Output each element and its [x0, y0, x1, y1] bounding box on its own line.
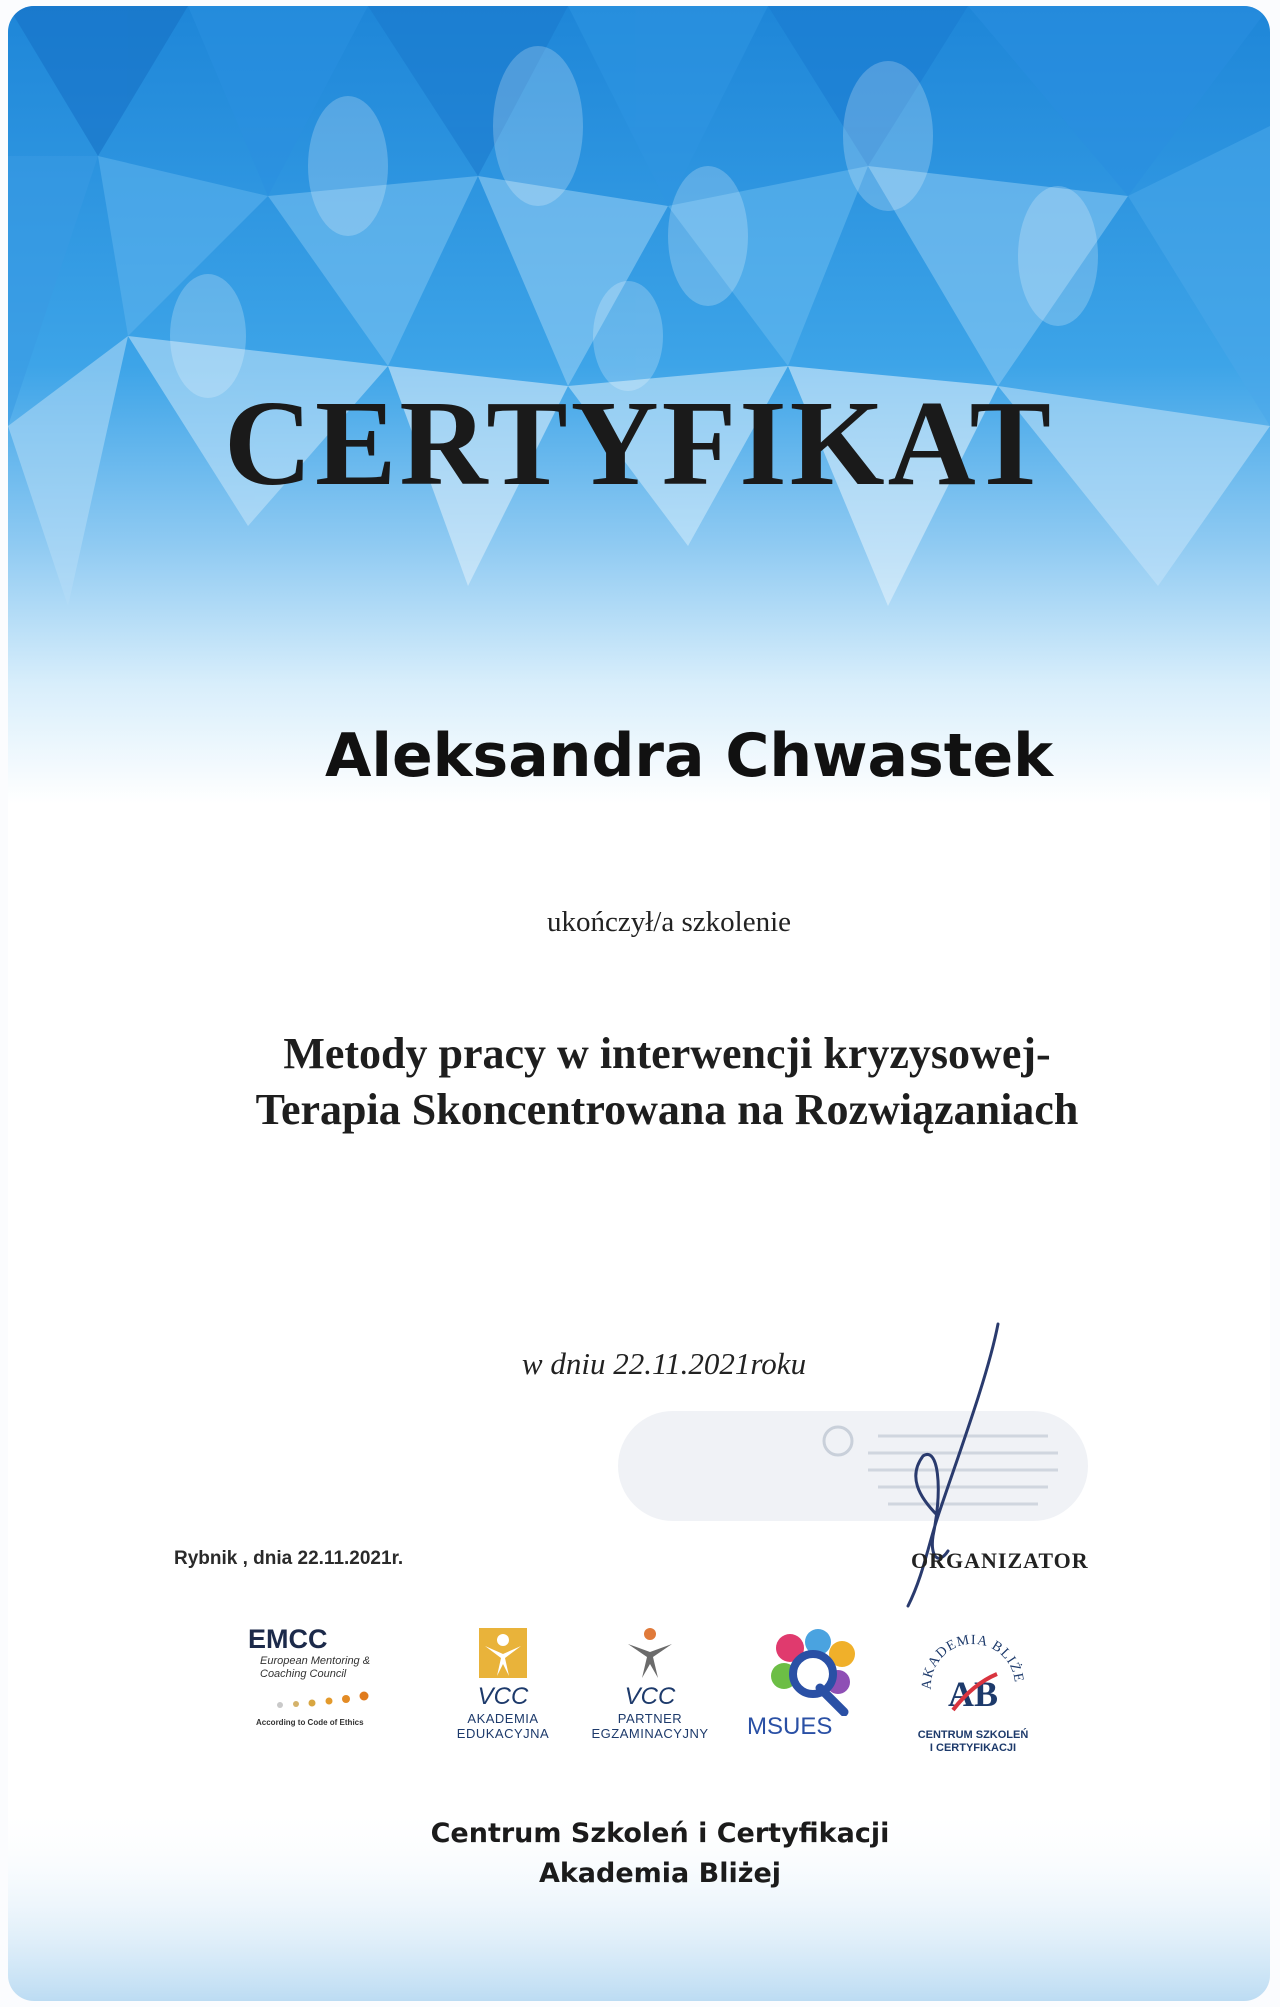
organizer-stamp: [578, 1391, 1118, 1536]
completion-date: w dniu 22.11.2021roku: [521, 1346, 807, 1381]
certificate-title: CERTYFIKAT: [223, 376, 1055, 511]
vcc-partner-line1: PARTNER: [617, 1711, 683, 1726]
vcc-partner-line2: EGZAMINACYJNY: [591, 1726, 709, 1741]
akademia-initials: AB: [947, 1674, 999, 1714]
vcc-academy-line2: EDUKACYJNA: [456, 1726, 550, 1741]
akademia-line2: I CERTYFIKACJI: [929, 1742, 1017, 1754]
organizer-label: ORGANIZATOR: [911, 1548, 1089, 1573]
vcc-partner-mark: VCC: [624, 1683, 676, 1710]
certificate-card: [8, 6, 1270, 2001]
msues-label: MSUES: [747, 1713, 833, 1740]
place-and-date: Rybnik , dnia 22.11.2021r.: [174, 1548, 404, 1569]
emcc-title: EMCC: [248, 1624, 328, 1654]
emcc-line1: European Mentoring &: [260, 1655, 371, 1667]
course-title: [8, 1026, 1270, 1138]
msues-flower-icon: [758, 1626, 868, 1716]
vcc-academy-line1: AKADEMIA: [467, 1711, 539, 1726]
akademia-ab-icon: [913, 1624, 1033, 1724]
vcc-figure-icon: [475, 1624, 531, 1682]
emcc-footer: According to Code of Ethics: [256, 1718, 364, 1727]
emcc-logo: [248, 1624, 418, 1727]
vcc-partner-figure-icon: [622, 1624, 678, 1682]
msues-logo: [743, 1626, 883, 1741]
issuer-footer: [8, 1814, 1270, 1894]
vcc-academy-logo: [443, 1624, 563, 1741]
akademia-arc-text: AKADEMIA BLIŻE: [919, 1632, 1027, 1690]
vcc-academy-mark: VCC: [477, 1683, 529, 1710]
recipient-name: Aleksandra Chwastek: [324, 721, 1054, 791]
course-title-line2: Terapia Skoncentrowana na Rozwiązaniach: [255, 1085, 1079, 1134]
course-title-line1: Metody pracy w interwencji kryzysowej-: [283, 1029, 1051, 1078]
akademia-blizej-logo: [903, 1624, 1043, 1755]
akademia-line1: CENTRUM SZKOLEŃ: [917, 1729, 1029, 1741]
emcc-line2: Coaching Council: [260, 1668, 347, 1680]
completed-text: ukończył/a szkolenie: [547, 906, 791, 938]
emcc-dots-icon: [274, 1689, 384, 1711]
vcc-partner-logo: [570, 1624, 730, 1741]
issuer-line1: Centrum Szkoleń i Certyfikacji: [430, 1818, 890, 1849]
issuer-line2: Akademia Bliżej: [538, 1858, 782, 1889]
